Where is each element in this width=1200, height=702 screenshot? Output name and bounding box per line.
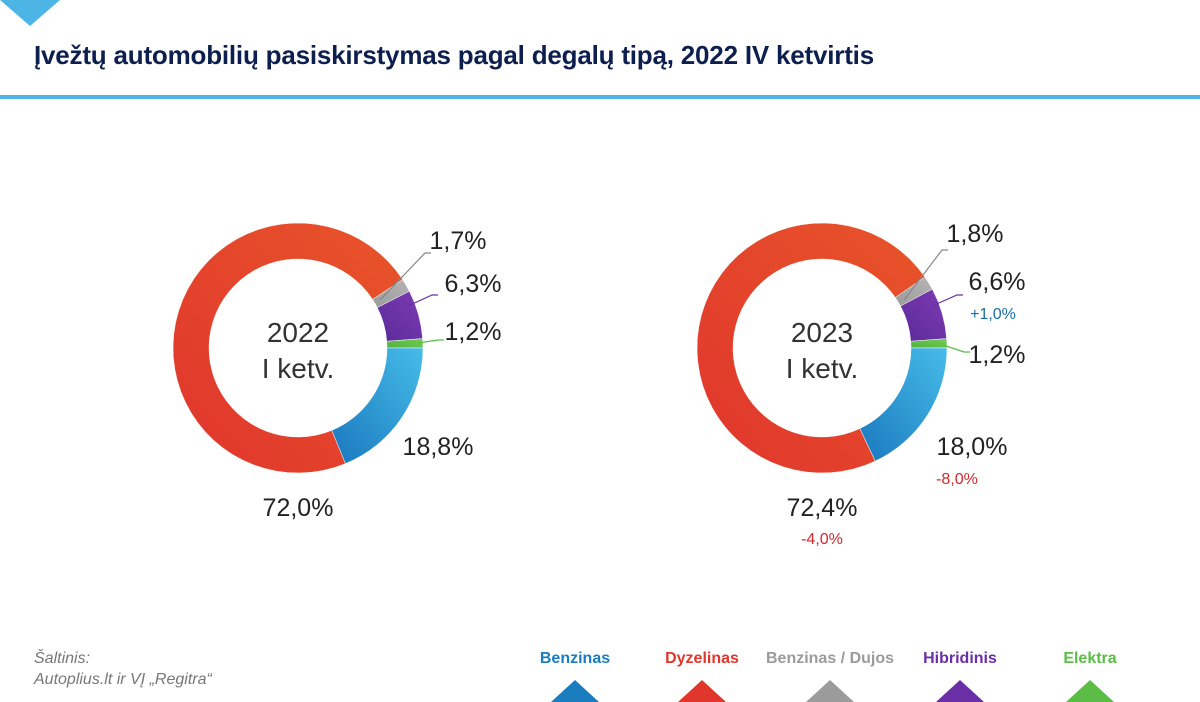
data-label-hibridinis: 6,3% (444, 270, 502, 298)
data-label-benzinas-dujos: 1,7% (429, 227, 487, 255)
center-label-period: I ketv. (261, 353, 335, 384)
data-label-hibridinis: 6,6% (968, 268, 1026, 296)
change-label-benzinas: -8,0% (936, 471, 978, 488)
leader-line-elektra (946, 346, 970, 352)
legend-marker-benzinas-dujos (806, 680, 854, 702)
legend-item-benzinas-dujos: Benzinas / Dujos (765, 650, 895, 667)
legend-marker-hibridinis (936, 680, 984, 702)
center-label-year: 2022 (266, 317, 330, 348)
donut-chart-0 (173, 223, 501, 522)
legend-item-dyzelinas: Dyzelinas (665, 650, 739, 667)
donut-chart-1 (697, 220, 1025, 548)
legend-item-benzinas: Benzinas (539, 650, 611, 667)
data-label-elektra: 1,2% (968, 341, 1026, 369)
change-label-dyzelinas: -4,0% (801, 531, 843, 548)
legend-item-elektra: Elektra (1063, 650, 1117, 667)
data-label-benzinas: 18,0% (936, 433, 1008, 461)
legend-marker-dyzelinas (678, 680, 726, 702)
data-label-dyzelinas: 72,4% (786, 494, 858, 522)
chart-title: Įvežtų automobilių pasiskirstymas pagal degalų tipą, 2022 IV ketvirtis (34, 40, 874, 70)
source-note (34, 648, 212, 690)
data-label-elektra: 1,2% (444, 318, 502, 346)
center-label-year: 2023 (790, 317, 854, 348)
legend-item-hibridinis: Hibridinis (923, 650, 997, 667)
data-label-benzinas: 18,8% (402, 433, 474, 461)
source-label: Šaltinis: (34, 650, 91, 667)
slice-benzinas (860, 348, 947, 461)
legend-marker-elektra (1066, 680, 1114, 702)
source-text: Autoplius.lt ir VĮ „Regitra“ (34, 671, 212, 688)
center-label-period: I ketv. (785, 353, 859, 384)
data-label-dyzelinas: 72,0% (262, 494, 334, 522)
change-label-hibridinis: +1,0% (970, 306, 1016, 323)
data-label-benzinas-dujos: 1,8% (946, 220, 1004, 248)
legend-marker-benzinas (551, 680, 599, 702)
